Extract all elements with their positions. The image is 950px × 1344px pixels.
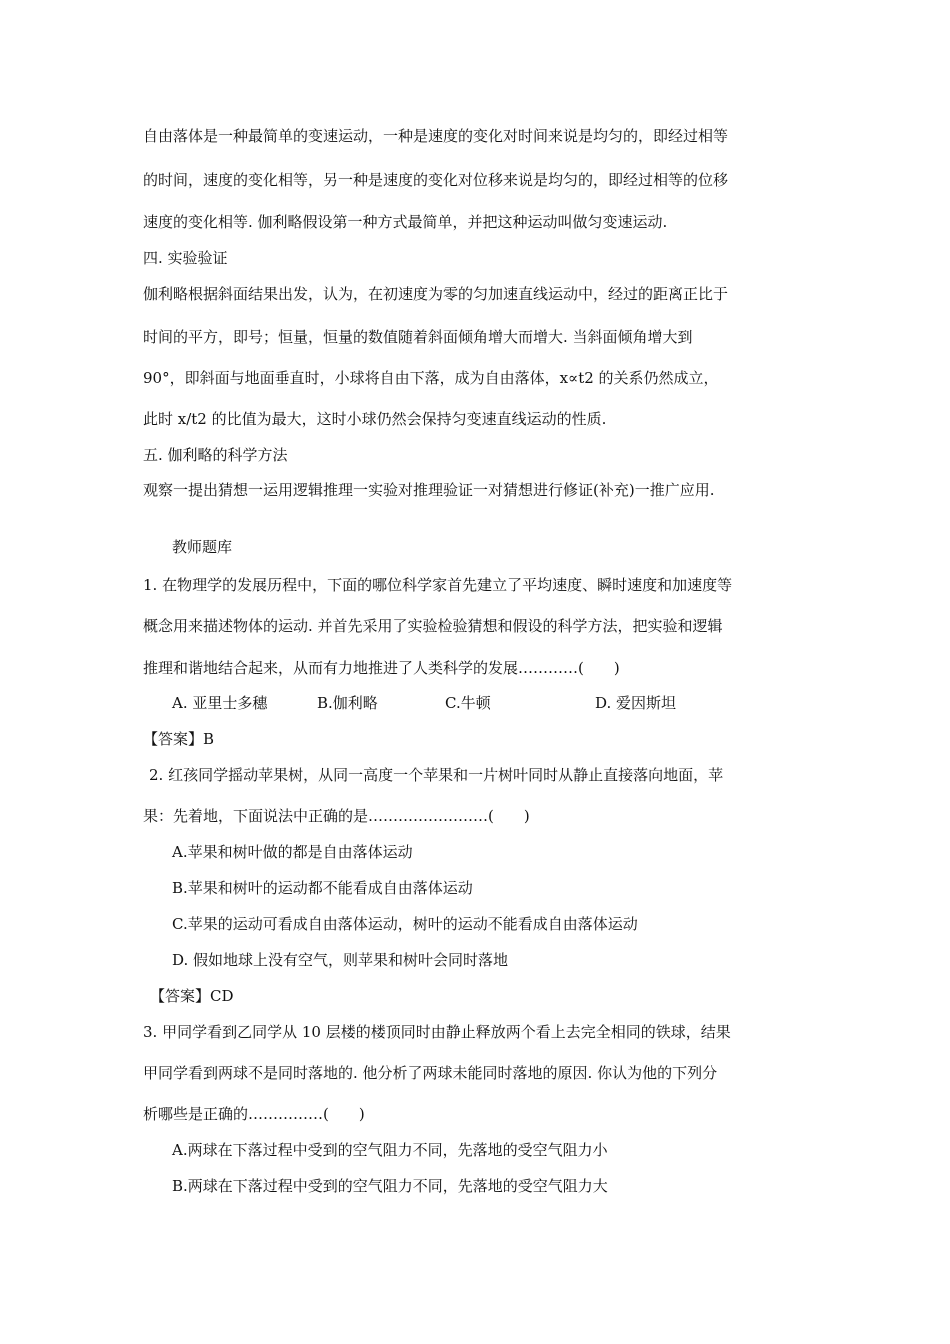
paragraph-line: 速度的变化相等. 伽利略假设第一种方式最简单，并把这种运动叫做匀变速运动. [143, 213, 668, 231]
question-text-line: 3. 甲同学看到乙同学从 10 层楼的楼顶同时由静止释放两个看上去完全相同的铁球，结果 [143, 1023, 731, 1041]
question-text-line: 果：先着地，下面说法中正确的是……………………( ) [143, 807, 530, 825]
question-text-line: 2. 红孩同学摇动苹果树，从同一高度一个苹果和一片树叶同时从静止直接落向地面，苹 [149, 766, 724, 784]
paragraph-line: 自由落体是一种最简单的变速运动，一种是速度的变化对时间来说是均匀的，即经过相等 [143, 127, 729, 145]
question-bank-title: 教师题库 [172, 538, 233, 556]
option-b: B.伽利略 [317, 694, 378, 712]
option-c: C.牛顿 [445, 694, 491, 712]
method-line: 观察一提出猜想一运用逻辑推理一实验对推理验证一对猜想进行修证(补充)一推广应用. [143, 481, 715, 499]
answer-label: 【答案】CD [150, 987, 234, 1005]
paragraph-line: 伽利略根据斜面结果出发，认为，在初速度为零的匀加速直线运动中，经过的距离正比于 [143, 285, 729, 303]
question-text-line: 析哪些是正确的……………( ) [143, 1105, 365, 1123]
option-d: D. 爱因斯坦 [595, 694, 677, 712]
question-text-line: 甲同学看到两球不是同时落地的. 他分析了两球未能同时落地的原因. 你认为他的下列分 [143, 1064, 718, 1082]
option-c: C.苹果的运动可看成自由落体运动，树叶的运动不能看成自由落体运动 [172, 915, 638, 933]
section-four-heading: 四. 实验验证 [143, 249, 228, 267]
question-text-line: 1. 在物理学的发展历程中，下面的哪位科学家首先建立了平均速度、瞬时速度和加速度等 [143, 576, 733, 594]
option-a: A.两球在下落过程中受到的空气阻力不同，先落地的受空气阻力小 [172, 1141, 608, 1159]
paragraph-line: 时间的平方，即号；恒量，恒量的数值随着斜面倾角增大而增大. 当斜面倾角增大到 [143, 328, 693, 346]
paragraph-line: 此时 x/t2 的比值为最大，这时小球仍然会保持匀变速直线运动的性质. [143, 410, 607, 428]
option-a: A.苹果和树叶做的都是自由落体运动 [172, 843, 413, 861]
paragraph-line: 90°，即斜面与地面垂直时，小球将自由下落，成为自由落体，x∝t2 的关系仍然成立， [143, 369, 719, 387]
option-b: B.苹果和树叶的运动都不能看成自由落体运动 [172, 879, 473, 897]
option-a: A. 亚里士多穗 [172, 694, 268, 712]
paragraph-line: 的时间，速度的变化相等，另一种是速度的变化对位移来说是均匀的，即经过相等的位移 [143, 171, 729, 189]
question-text-line: 推理和谐地结合起来，从而有力地推进了人类科学的发展…………( ) [143, 659, 620, 677]
question-text-line: 概念用来描述物体的运动. 并首先采用了实验检验猜想和假设的科学方法，把实验和逻辑 [143, 617, 723, 635]
option-b: B.两球在下落过程中受到的空气阻力不同，先落地的受空气阻力大 [172, 1177, 608, 1195]
section-five-heading: 五. 伽利略的科学方法 [143, 446, 288, 464]
answer-label: 【答案】B [143, 730, 215, 748]
option-d: D. 假如地球上没有空气，则苹果和树叶会同时落地 [172, 951, 509, 969]
